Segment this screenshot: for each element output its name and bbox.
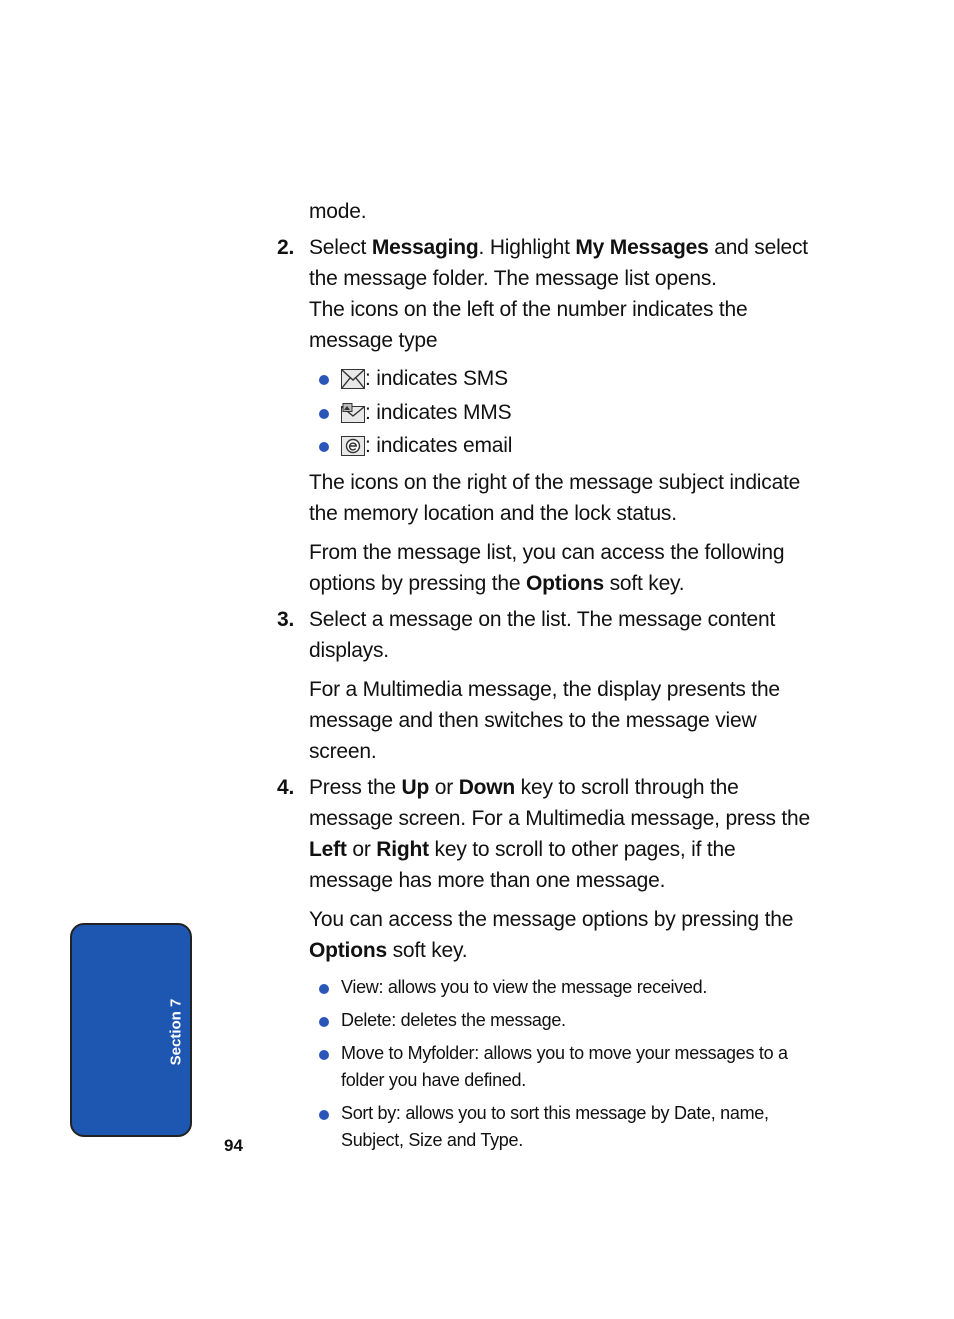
list-item: Move to Myfolder: allows you to move your messages to a folder you have defined. (341, 1040, 817, 1094)
right-term: Right (376, 837, 429, 861)
messaging-term: Messaging (371, 236, 479, 259)
bullet-icon (319, 442, 329, 452)
mms-icon (341, 403, 365, 423)
list-item: View: allows you to view the message received. (341, 974, 817, 1001)
options-list (277, 974, 817, 1154)
bullet-icon (319, 1110, 329, 1120)
bullet-icon (319, 984, 329, 994)
access-options-text: You can access the message options by pressing the Options soft key. (309, 907, 794, 962)
step-4: 4. Press the Up or Down key to scroll through the message screen. For a Multimedia message, press the Left or Right key to scroll to other pages, if the message has more than one message. (277, 772, 817, 896)
icon-label: : indicates MMS (365, 400, 512, 424)
step-number: 4. (277, 775, 295, 799)
page-content (277, 196, 817, 1160)
section-label: Section 7 (167, 998, 185, 1066)
intro-text: mode. (309, 200, 367, 223)
list-item (341, 429, 817, 463)
step-2: 2. Select Messaging. Highlight My Messages and select the message folder. The message list opens. (277, 232, 817, 294)
bullet-icon (319, 1017, 329, 1027)
page-number: 94 (224, 1136, 243, 1155)
left-term: Left (309, 837, 347, 861)
down-term: Down (458, 775, 516, 799)
options-text: From the message list, you can access the following options by pressing the Options soft key. (309, 540, 785, 595)
message-type-list (277, 362, 817, 463)
right-icons-text: The icons on the right of the message subject indicate the memory location and the lock status. (309, 470, 801, 525)
list-item (341, 396, 817, 430)
multimedia-text: For a Multimedia message, the display presents the message and then switches to the message view screen. (309, 677, 780, 763)
list-item (341, 362, 817, 396)
envelope-icon (341, 369, 365, 389)
step-number: 3. (277, 607, 295, 631)
icon-label: : indicates SMS (365, 367, 508, 390)
bullet-icon (319, 375, 329, 385)
icons-intro: The icons on the left of the number indicates the message type (309, 298, 748, 352)
options-term: Options (526, 571, 604, 595)
email-icon (341, 436, 365, 456)
up-term: Up (401, 775, 430, 799)
step-number: 2. (277, 236, 295, 259)
my-messages-term: My Messages (575, 236, 709, 259)
list-item: Sort by: allows you to sort this message by Date, name, Subject, Size and Type. (341, 1100, 817, 1154)
bullet-icon (319, 1050, 329, 1060)
bullet-icon (319, 409, 329, 419)
options-term: Options (309, 938, 387, 962)
icon-label: : indicates email (365, 434, 513, 457)
list-item: Delete: deletes the message. (341, 1007, 817, 1034)
step-3: 3. Select a message on the list. The message content displays. (277, 604, 817, 666)
